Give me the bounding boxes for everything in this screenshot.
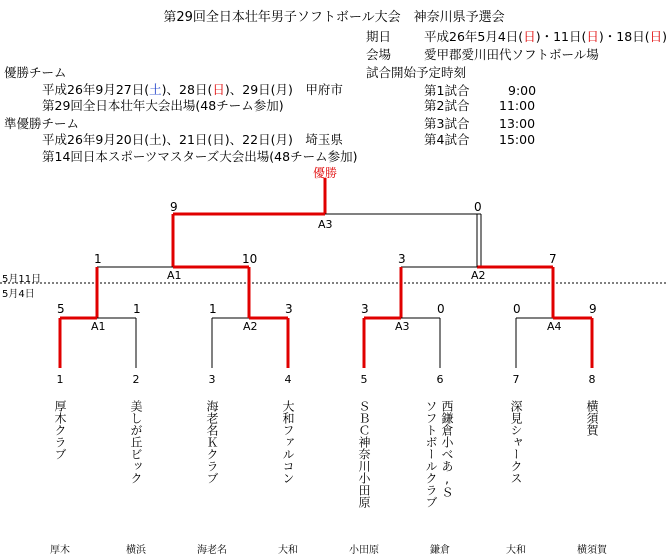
game-1-label: 第1試合 (424, 83, 470, 98)
r1-a3-label: A3 (395, 320, 410, 333)
game-4-label: 第4試合 (424, 132, 470, 147)
game-4-time: 15:00 (499, 132, 536, 147)
page-title: 第29回全日本壮年男子ソフトボール大会 神奈川県予選会 (163, 10, 505, 25)
start-time-label: 試合開始予定時刻 (366, 65, 467, 80)
semi2-label: A2 (471, 269, 486, 282)
team-name: 深見シャークス (509, 400, 523, 484)
semi1-right-score: 10 (242, 252, 258, 266)
team-name: ＳＢＣ神奈川小田原 (357, 400, 371, 508)
team-number: 8 (588, 373, 596, 386)
winner-line-2: 第29回全日本壮年大会出場(48チーム参加) (42, 98, 284, 113)
final-right-score: 0 (474, 200, 482, 214)
r1-a3-right-score: 0 (437, 302, 445, 316)
team-name: 美しが丘ビック (129, 400, 143, 484)
date-text: )・11日( (535, 29, 587, 44)
r1-a2-left-score: 1 (209, 302, 217, 316)
game-1-time: 9:00 (508, 83, 537, 98)
winner-date-text: )、29日(月) 甲府市 (224, 82, 343, 97)
team-region: 横須賀 (577, 545, 607, 556)
team-region: 海老名 (197, 545, 227, 556)
r1-a4-right-score: 9 (589, 302, 597, 316)
team-name: 海老名Ｋクラブ (205, 400, 219, 484)
semi2-left-score: 3 (398, 252, 406, 266)
team-number: 2 (132, 373, 140, 386)
r1-a1-right-score: 1 (133, 302, 141, 316)
date-text: )・18日( (598, 29, 650, 44)
semi1-label: A1 (167, 269, 182, 282)
r1-a4-left-score: 0 (513, 302, 521, 316)
venue-value: 愛甲郡愛川田代ソフトボール場 (424, 47, 599, 62)
r1-a3-left-score: 3 (361, 302, 369, 316)
game-2-time: 11:00 (499, 98, 536, 113)
winner-heading: 優勝チーム (4, 65, 67, 80)
venue-label: 会場 (366, 47, 392, 62)
team-number: 7 (512, 373, 520, 386)
semi1-left-score: 1 (94, 252, 102, 266)
winner-date-text: )、28日( (161, 82, 213, 97)
team-region: 大和 (278, 545, 298, 556)
team-number: 5 (360, 373, 368, 386)
winner-date-text: 平成26年9月27日( (42, 82, 150, 97)
team-region: 厚木 (50, 545, 70, 556)
team-number: 1 (56, 373, 64, 386)
team-region: 大和 (506, 545, 526, 556)
date-text: ) (662, 29, 667, 44)
sunday-mark: 日 (212, 82, 225, 97)
team-region: 鎌倉 (430, 545, 450, 556)
sunday-mark: 日 (586, 29, 599, 44)
r1-a2-right-score: 3 (285, 302, 293, 316)
team-name: 大和ファルコン (281, 400, 295, 484)
team-region: 小田原 (349, 545, 379, 556)
saturday-mark: 土 (149, 82, 162, 97)
r1-a2-label: A2 (243, 320, 258, 333)
final-left-score: 9 (170, 200, 178, 214)
team-name: 厚木クラブ (53, 400, 67, 460)
date-label: 期日 (366, 29, 392, 44)
runnerup-line-2: 第14回日本スポーツマスターズ大会出場(48チーム参加) (42, 149, 358, 164)
game-2-label: 第2試合 (424, 98, 470, 113)
team-region: 横浜 (126, 545, 146, 556)
game-3-label: 第3試合 (424, 116, 470, 131)
runnerup-line-1: 平成26年9月20日(土)、21日(日)、22日(月) 埼玉県 (42, 132, 343, 147)
sunday-mark: 日 (523, 29, 536, 44)
team-number: 4 (284, 373, 292, 386)
team-number: 6 (436, 373, 444, 386)
r1-a4-label: A4 (547, 320, 562, 333)
r1-a1-left-score: 5 (57, 302, 65, 316)
team-name: 横須賀 (585, 400, 599, 436)
game-3-time: 13:00 (499, 116, 536, 131)
semi2-right-score: 7 (549, 252, 557, 266)
r1-a1-label: A1 (91, 320, 106, 333)
final-label: A3 (318, 218, 333, 231)
sunday-mark: 日 (649, 29, 663, 44)
date-upper: 5月11日 (2, 274, 42, 285)
date-text: 平成26年5月4日( (424, 29, 524, 44)
champion-label: 優勝 (313, 166, 338, 180)
team-number: 3 (208, 373, 216, 386)
runnerup-heading: 準優勝チーム (4, 116, 80, 131)
team-name: 西鎌倉小べあ,Ｓ (440, 400, 454, 498)
team-name-line2: ソフトボールクラブ (424, 400, 438, 508)
date-lower: 5月4日 (2, 289, 35, 300)
